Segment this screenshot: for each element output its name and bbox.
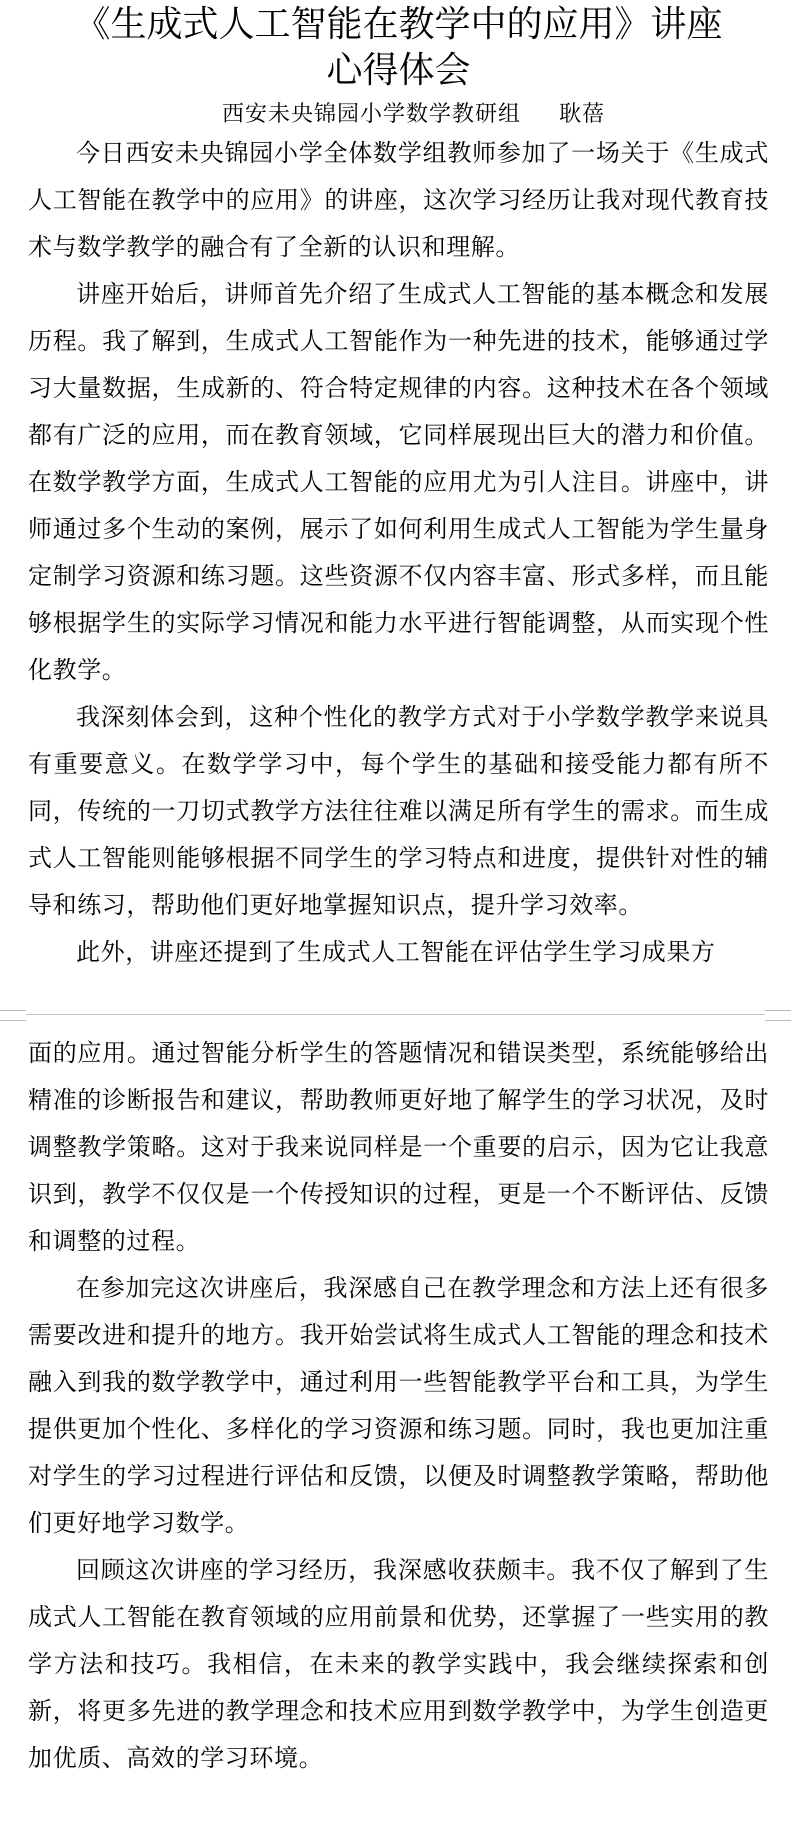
- paragraph-assessment-continued: 面的应用。通过智能分析学生的答题情况和错误类型，系统能够给出精准的诊断报告和建议，帮助教师更好地了解学生的学习状况，及时调整教学策略。这对于我来说同样是一个重要的启示，因为它让我意识到，教学不仅仅是一个传授知识的过程，更是一个不断评估、反馈和调整的过程。: [28, 1039, 769, 1255]
- title-line-2: 心得体会: [326, 50, 471, 91]
- title-line-1: 《生成式人工智能在教学中的应用》讲座: [74, 4, 723, 45]
- page-break-right-mark: [765, 1010, 791, 1021]
- author-line: [28, 100, 769, 130]
- document-page-2: [0, 1030, 791, 1782]
- paragraph-reflection: 回顾这次讲座的学习经历，我深感收获颇丰。我不仅了解到了生成式人工智能在教育领域的应用前景和优势，还掌握了一些实用的教学方法和技巧。我相信，在未来的教学实践中，我会继续探索和创新，将更多先进的教学理念和技术应用到数学教学中，为学生创造更加优质、高效的学习环境。: [28, 1556, 769, 1772]
- page-break-line: [26, 1014, 765, 1015]
- paragraph-intro: 今日西安未央锦园小学全体数学组教师参加了一场关于《生成式人工智能在教学中的应用》的讲座，这次学习经历让我对现代教育技术与数学教学的融合有了全新的认识和理解。: [28, 139, 769, 261]
- page-break-divider: [0, 1002, 791, 1028]
- paragraph-lecture-content: 讲座开始后，讲师首先介绍了生成式人工智能的基本概念和发展历程。我了解到，生成式人工智能作为一种先进的技术，能够通过学习大量数据，生成新的、符合特定规律的内容。这种技术在各个领域都有广泛的应用，而在教育领域，它同样展现出巨大的潜力和价值。在数学教学方面，生成式人工智能的应用尤为引人注目。讲座中，讲师通过多个生动的案例，展示了如何利用生成式人工智能为学生量身定制学习资源和练习题。这些资源不仅内容丰富、形式多样，而且能够根据学生的实际学习情况和能力水平进行智能调整，从而实现个性化教学。: [28, 280, 769, 684]
- document-title: [28, 0, 769, 94]
- page-break-left-mark: [0, 1010, 26, 1021]
- paragraph-after-lecture: 在参加完这次讲座后，我深感自己在教学理念和方法上还有很多需要改进和提升的地方。我开始尝试将生成式人工智能的理念和技术融入到我的数学教学中，通过利用一些智能教学平台和工具，为学生提供更加个性化、多样化的学习资源和练习题。同时，我也更加注重对学生的学习过程进行评估和反馈，以便及时调整教学策略，帮助他们更好地学习数学。: [28, 1274, 769, 1537]
- paragraph-personalized-teaching: 我深刻体会到，这种个性化的教学方式对于小学数学教学来说具有重要意义。在数学学习中，每个学生的基础和接受能力都有所不同，传统的一刀切式教学方法往往难以满足所有学生的需求。而生成式人工智能则能够根据不同学生的学习特点和进度，提供针对性的辅导和练习，帮助他们更好地掌握知识点，提升学习效率。: [28, 703, 769, 919]
- author-name: 耿蓓: [559, 102, 606, 127]
- author-school: 西安未央锦园小学数学教研组: [221, 102, 521, 127]
- paragraph-assessment-start: 此外，讲座还提到了生成式人工智能在评估学生学习成果方: [76, 938, 716, 966]
